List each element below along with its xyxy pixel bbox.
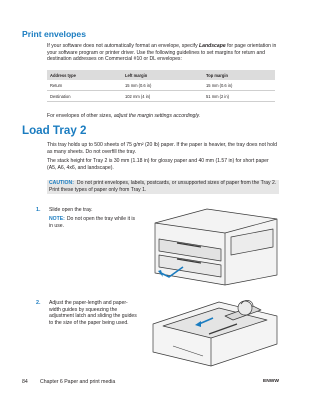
note-text: Do not open the tray while it is in use. [49, 216, 136, 229]
column-header: Top margin [203, 70, 275, 80]
caution-label: CAUTION: [49, 180, 74, 186]
other-sizes-paragraph [47, 113, 200, 120]
table-cell: 15 mm (0.6 in) [203, 80, 275, 91]
step-2-number: 2. [36, 300, 41, 306]
table-row [47, 80, 275, 91]
footer-page-number: 84 [22, 379, 28, 385]
footer-chapter: Chapter 6 Paper and print media [40, 379, 116, 385]
table-cell: 15 mm (0.6 in) [122, 80, 203, 91]
stack-height-paragraph: The stack height for Tray 2 is 30 mm (1.18 in) for glossy paper and 40 mm (1.57 in) for short paper (A5, A6, 4x6, and landscape). [47, 158, 269, 171]
slide-open-tray-illustration [149, 201, 280, 287]
intro-text-end: for page orientation in your software program or printer driver. Use the following guidelines to set margins for return and destination addresses on Commercial #10 or DL envelopes: [47, 43, 277, 63]
table-cell: Return [47, 80, 122, 91]
step-1-text: Slide open the tray. [49, 207, 93, 213]
table-row [47, 91, 275, 102]
intro-text-start: If your software does not automatically format an envelope, specify [47, 43, 200, 49]
envelope-intro-paragraph [47, 43, 279, 63]
other-sizes-emphasis: adjust the margin settings accordingly. [113, 113, 201, 119]
intro-text-bold: Landscape [199, 43, 226, 49]
table-header-row [47, 70, 275, 80]
other-sizes-text: For envelopes of other sizes, [47, 113, 114, 119]
adjust-guides-illustration [149, 294, 280, 368]
step-1-note [49, 216, 137, 229]
section-heading-print-envelopes: Print envelopes [22, 29, 86, 39]
footer-brand: ENWW [262, 379, 279, 384]
caution-box [47, 180, 279, 194]
envelope-margins-table [47, 70, 275, 102]
tray-capacity-paragraph: This tray holds up to 500 sheets of 75 g/m² (20 lb) paper. If the paper is heavier, the tray does not hold as many sheets. Do not overfill the tray. [47, 142, 277, 155]
step-2-text: Adjust the paper-length and paper-width guides by squeezing the adjustment latch and sliding the guides to the size of the paper being used. [49, 300, 137, 326]
section-heading-load-tray-2: Load Tray 2 [22, 124, 87, 137]
column-header: Left margin [122, 70, 203, 80]
step-1-number: 1. [36, 207, 41, 213]
column-header: Address type [47, 70, 122, 80]
table-cell: 51 mm (2 in) [203, 91, 275, 102]
note-label: NOTE: [49, 216, 65, 222]
caution-text: Do not print envelopes, labels, postcards, or unsupported sizes of paper from the Tray 2. Print these types of paper only from Tray 1. [49, 180, 277, 193]
table-cell: 102 mm (4 in) [122, 91, 203, 102]
table-cell: Destination [47, 91, 122, 102]
